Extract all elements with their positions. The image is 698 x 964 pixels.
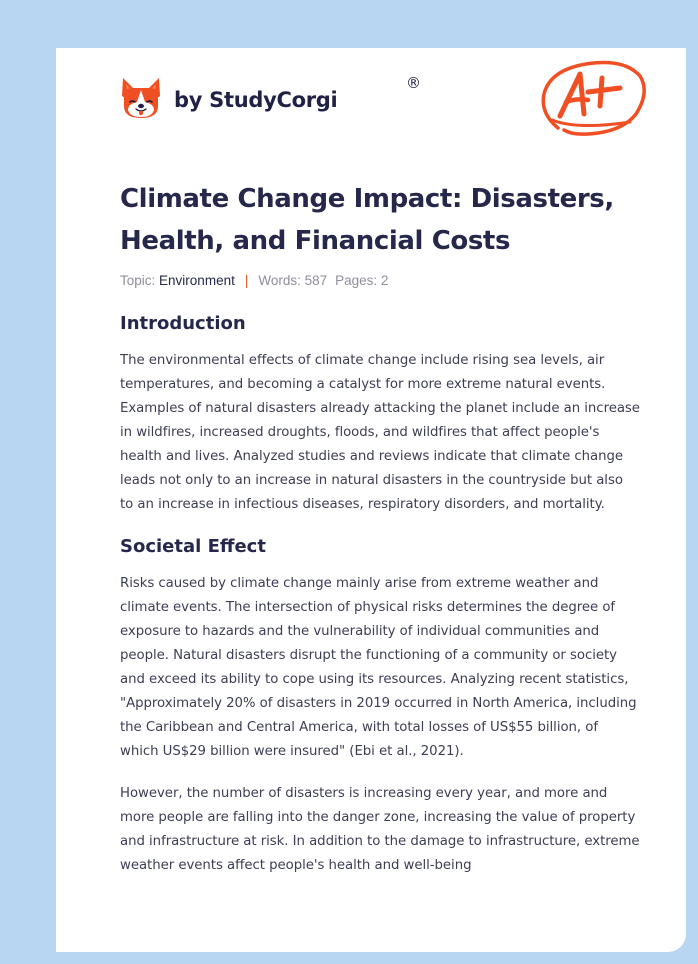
meta-separator: | [244,273,249,288]
paragraph: However, the number of disasters is increasing every year, and more and more people are falling into the danger zone, increasing the value of property and infrastructure at risk. In addition to the damage to infrastructure, extreme weather events affect people's health and well-being [120,786,640,873]
document-header [56,48,686,158]
article-meta [120,272,640,290]
word-count: Words: 587 [258,273,328,288]
a-plus-grade-icon [538,58,648,140]
corgi-icon [120,76,162,120]
topic-label: Topic: [120,273,156,288]
logo-text: by StudyCorgi [174,88,338,112]
topic-link[interactable]: Environment [159,273,235,288]
article-content [120,178,640,878]
document-card [56,48,686,952]
article-title: Climate Change Impact: Disasters, Health, and Financial Costs [120,184,614,256]
paragraph: Risks caused by climate change mainly arise from extreme weather and climate events. The intersection of physical risks determines the degree of exposure to hazards and the vulnerability of individual communities and people. Natural disasters disrupt the functioning of a community or society and exceed its ability to cope using its resources. Analyzing recent statistics, "Approximately 20% of disasters in 2019 occurred in North America, including the Caribbean and Central America, with total losses of US$55 billion, of which US$29 billion were insured" (Ebi et al., 2021). [120,576,637,759]
paragraph: The environmental effects of climate change include rising sea levels, air temperatures, and becoming a catalyst for more extreme natural events. Examples of natural disasters already attacking the planet include an increase in wildfires, increased droughts, floods, and wildfires that affect people's health and lives. Analyzed studies and reviews indicate that climate change leads not only to an increase in natural disasters in the countryside but also to an increase in infectious diseases, respiratory disorders, and mortality. [120,353,640,512]
page-count: Pages: 2 [335,273,389,288]
registered-mark: ® [406,74,421,92]
section-heading-societal-effect: Societal Effect [120,536,266,557]
studycorgi-logo[interactable] [120,74,421,120]
section-heading-introduction: Introduction [120,313,246,334]
